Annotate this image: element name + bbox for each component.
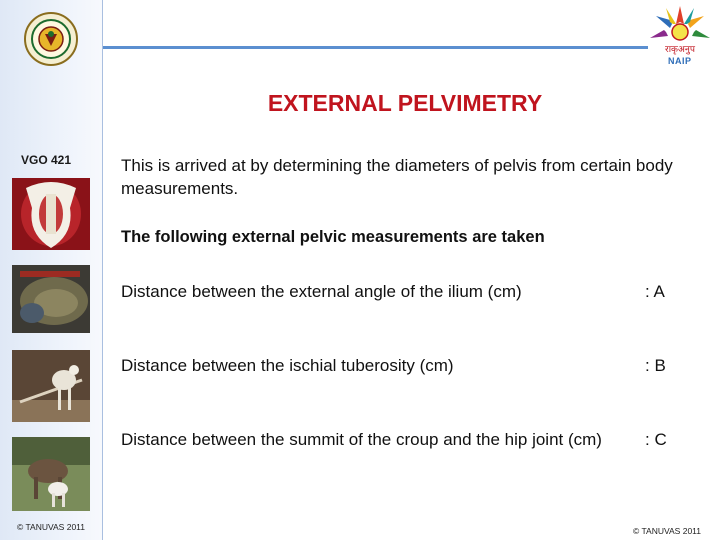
naip-logo-text: NAIP — [668, 56, 692, 66]
measurement-label-b: Distance between the ischial tuberosity (cm) — [121, 356, 454, 375]
pelvis-bone-image — [12, 178, 90, 250]
header-rule — [103, 46, 648, 49]
measurements-heading: The following external pelvic measurements are taken — [121, 228, 545, 246]
measurement-label-c: Distance between the summit of the croup and the hip joint (cm) — [121, 430, 602, 449]
sidebar-copyright: © TANUVAS 2011 — [17, 522, 85, 532]
pelvic-cavity-image — [12, 265, 90, 333]
measurement-label-a: Distance between the external angle of the ilium (cm) — [121, 282, 522, 301]
intro-text: This is arrived at by determining the diameters of pelvis from certain body measurements. — [121, 156, 673, 198]
course-code: VGO 421 — [21, 153, 72, 167]
measurement-value-a: : A — [645, 282, 665, 301]
footer-copyright: © TANUVAS 2011 — [633, 526, 701, 536]
measurement-value-b: : B — [645, 356, 666, 375]
tanuvas-logo — [24, 12, 78, 66]
slide-title: EXTERNAL PELVIMETRY — [267, 90, 543, 116]
cow-and-calf-image — [12, 437, 90, 511]
svg-text:राकृअनुप: राकृअनुप — [665, 45, 695, 55]
measurement-value-c: : C — [645, 430, 667, 449]
cattle-skeleton-image — [12, 350, 90, 422]
